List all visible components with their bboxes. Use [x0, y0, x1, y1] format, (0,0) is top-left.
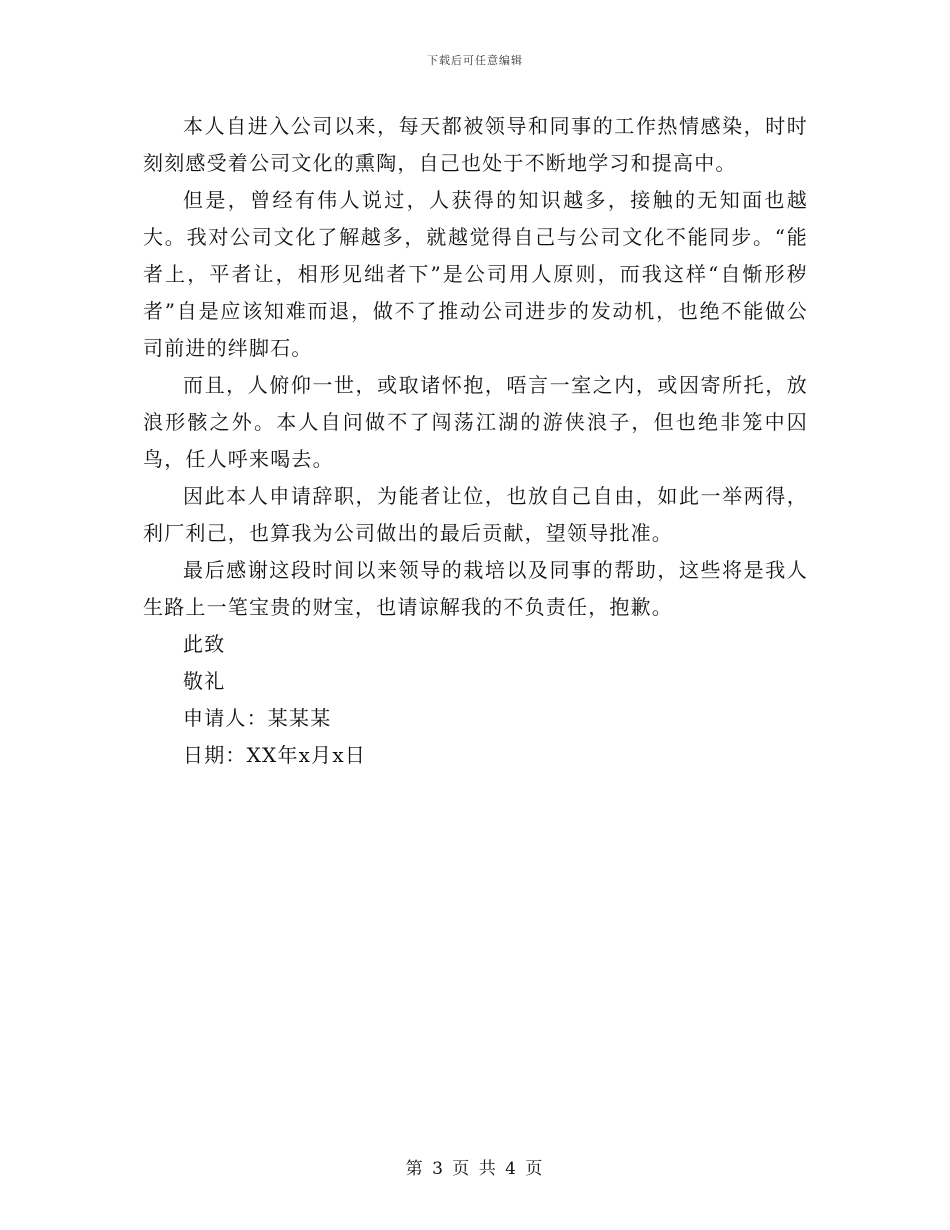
date-line: 日期：XX年x月x日 — [183, 743, 367, 767]
paragraph-4: 因此本人申请辞职，为能者让位，也放自己自由，如此一举两得，利厂利己，也算我为公司做出的最后贡献，望领导批准。 — [143, 484, 808, 545]
page-header-note: 下载后可任意编辑 — [427, 54, 523, 67]
paragraph-5: 最后感谢这段时间以来领导的栽培以及同事的帮助，这些将是我人生路上一笔宝贵的财宝，也请谅解我的不负责任，抱歉。 — [143, 558, 808, 619]
page-number: 第 3 页 共 4 页 — [405, 1159, 545, 1179]
applicant-line: 申请人：某某某 — [183, 706, 332, 730]
paragraph-1: 本人自进入公司以来，每天都被领导和同事的工作热情感染，时时刻刻感受着公司文化的熏陶，自己也处于不断地学习和提高中。 — [143, 114, 808, 175]
paragraph-2: 但是，曾经有伟人说过，人获得的知识越多，接触的无知面也越大。我对公司文化了解越多，就越觉得自己与公司文化不能同步。“能者上，平者让，相形见绌者下”是公司用人原则，而我这样“自惭形秽者”自是应该知难而退，做不了推动公司进步的发动机，也绝不能做公司前进的绊脚石。 — [143, 188, 808, 360]
paragraph-3: 而且，人俯仰一世，或取诸怀抱，唔言一室之内，或因寄所托，放浪形骸之外。本人自问做不了闯荡江湖的游侠浪子，但也绝非笼中囚鸟，任人呼来喝去。 — [143, 373, 808, 471]
closing-salutation: 此致 — [183, 632, 226, 656]
letter-body — [143, 108, 808, 774]
closing-regards: 敬礼 — [183, 669, 226, 693]
